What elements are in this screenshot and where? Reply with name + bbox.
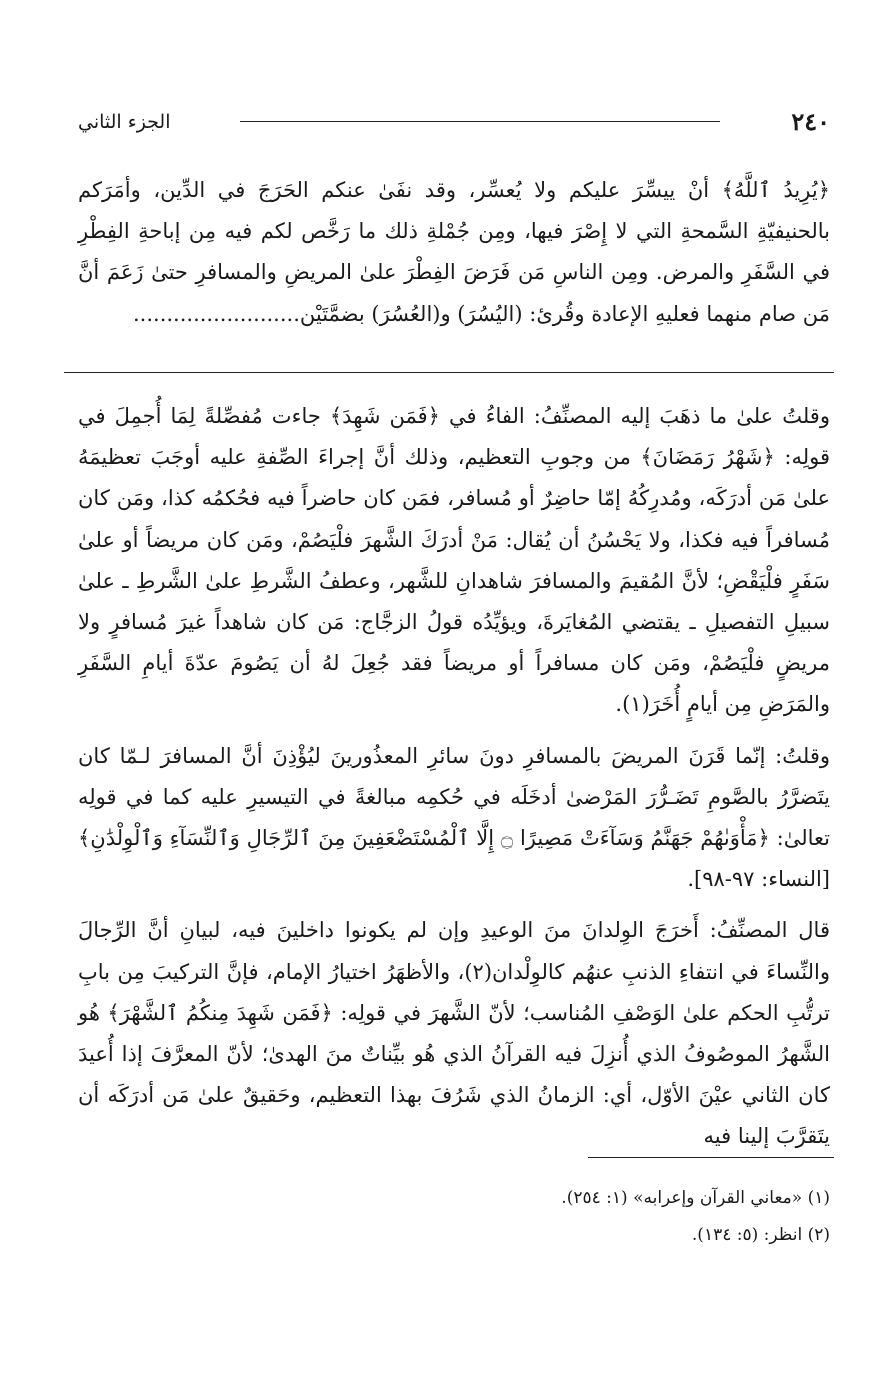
commentary-text-top [78,170,830,335]
paragraph-3: قال المصنِّفُ: أَخرَجَ الوِلدانَ منَ الوعيدِ وإن لم يكونوا داخلينَ فيه، لبيانِ أنَّ الرِّجالَ والنِّساءَ في انتفاءِ الذنبِ عنهُم كالوِلْدان(٢)، والأظهَرُ اختيارُ الإمام، فإنَّ التركيبَ مِن بابِ ترتُّبِ الحكم علىٰ الوَصْفِ المُناسب؛ لأنّ الشَّهرَ في قولِه: ﴿فَمَن شَهِدَ مِنكُمُ ٱلشَّهْرَ﴾ هُو الشَّهرُ الموصُوفُ الذي أُنزِلَ فيه القرآنُ الذي هُو بيِّناتٌ منَ الهدىٰ؛ لأنّ المعرَّفَ إذا أُعيدَ كان الثاني عيْنَ الأوّل، أي: الزمانُ الذي شَرُفَ بهذا التعظيم، وحَقيقٌ علىٰ مَن أدرَكَه أن يتَقرَّبَ إلينا فيه [78,918,830,1149]
footnote-2: (٢) انظر: (٥: ١٣٤). [691,1225,830,1245]
top-paragraph: ﴿يُرِيدُ ٱللَّهُ﴾ أنْ ييسِّرَ عليكم ولا يُعسِّر، وقد نفَىٰ عنكم الحَرَجَ في الدِّين، وأمَرَكم بالحنيفيّةِ السَّمحةِ التي لا إِصْرَ فيها، ومِن جُمْلةِ ذلك ما رَخَّص لكم فيه مِن إباحةِ الفِطْرِ في السَّفَرِ والمرض. ومِن الناسِ مَن فَرَضَ الفِطْرَ علىٰ المريضِ والمسافرِ حتىٰ زَعَمَ أنَّ مَن صام منهما فعليهِ الإعادة وقُرئ: (اليُسُرَ) و(العُسُرَ) بضمَّتَيْن......................... [78,178,830,326]
footnote-1: (١) «معاني القرآن وإعرابه» (١: ٢٥٤). [561,1188,830,1208]
footnote-rule [588,1157,834,1158]
page-number: ٢٤٠ [791,107,830,136]
header-rule [240,121,720,122]
running-title: الجزء الثاني [78,111,171,133]
paragraph-2: وقلتُ: إنّما قَرَنَ المريضَ بالمسافرِ دونَ سائرِ المعذُورينَ ليُؤْذِنَ أنَّ المسافرَ لـمّا كان يتَضرَّرُ بالصَّومِ تَضَـرُّرَ المَرْضىٰ أدخَلَه في حُكمِه مبالغةً في التيسيرِ عليه كما في قولِه تعالىٰ: ﴿مَأْوَىٰهُمْ جَهَنَّمُ وَسَآءَتْ مَصِيرًا ۝ إِلَّا ٱلْمُسْتَضْعَفِينَ مِنَ ٱلرِّجَالِ وَٱلنِّسَآءِ وَٱلْوِلْدَٰنِ﴾ [النساء: ٩٧-٩٨]. [78,743,830,892]
main-text [78,396,830,1158]
page-header [78,100,830,144]
paragraph-1: وقلتُ علىٰ ما ذهَبَ إليه المصنِّفُ: الفاءُ في ﴿فَمَن شَهِدَ﴾ جاءت مُفصِّلةً لِمَا أُجمِلَ في قولِه: ﴿شَهْرُ رَمَضَانَ﴾ من وجوبِ التعظيم، وذلك أنَّ إجراءَ الصِّفةِ عليه أوجَبَ تعظيمَهُ علىٰ مَن أدرَكَه، ومُدرِكُهُ إمّا حاضِرٌ أو مُسافر، فمَن كان حاضراً فيه فحُكمُه كذا، ومَن كان مُسافراً فيه فكذا، ولا يَحْسُنُ أن يُقال: مَنْ أدرَكَ الشَّهرَ فلْيَصُمْ، ومَن كان مريضاً أو علىٰ سَفَرٍ فلْيَقْضِ؛ لأنَّ المُقيمَ والمسافرَ شاهدانِ للشَّهر، وعطفُ الشَّرطِ علىٰ الشَّرطِ ـ علىٰ سبيلِ التفصيلِ ـ يقتضي المُغايَرةَ، ويؤيِّدُه قولُ الزجَّاج: مَن كان شاهداً غيرَ مُسافرٍ ولا مريضٍ فلْيَصُمْ، ومَن كان مسافراً أو مريضاً فقد جُعِلَ لهُ أن يَصُومَ عدّةَ أيامِ السَّفَرِ والمَرَضِ مِن أيامٍ أُخَرَ(١). [78,404,830,717]
footnotes [70,1180,830,1254]
section-divider [64,372,834,373]
